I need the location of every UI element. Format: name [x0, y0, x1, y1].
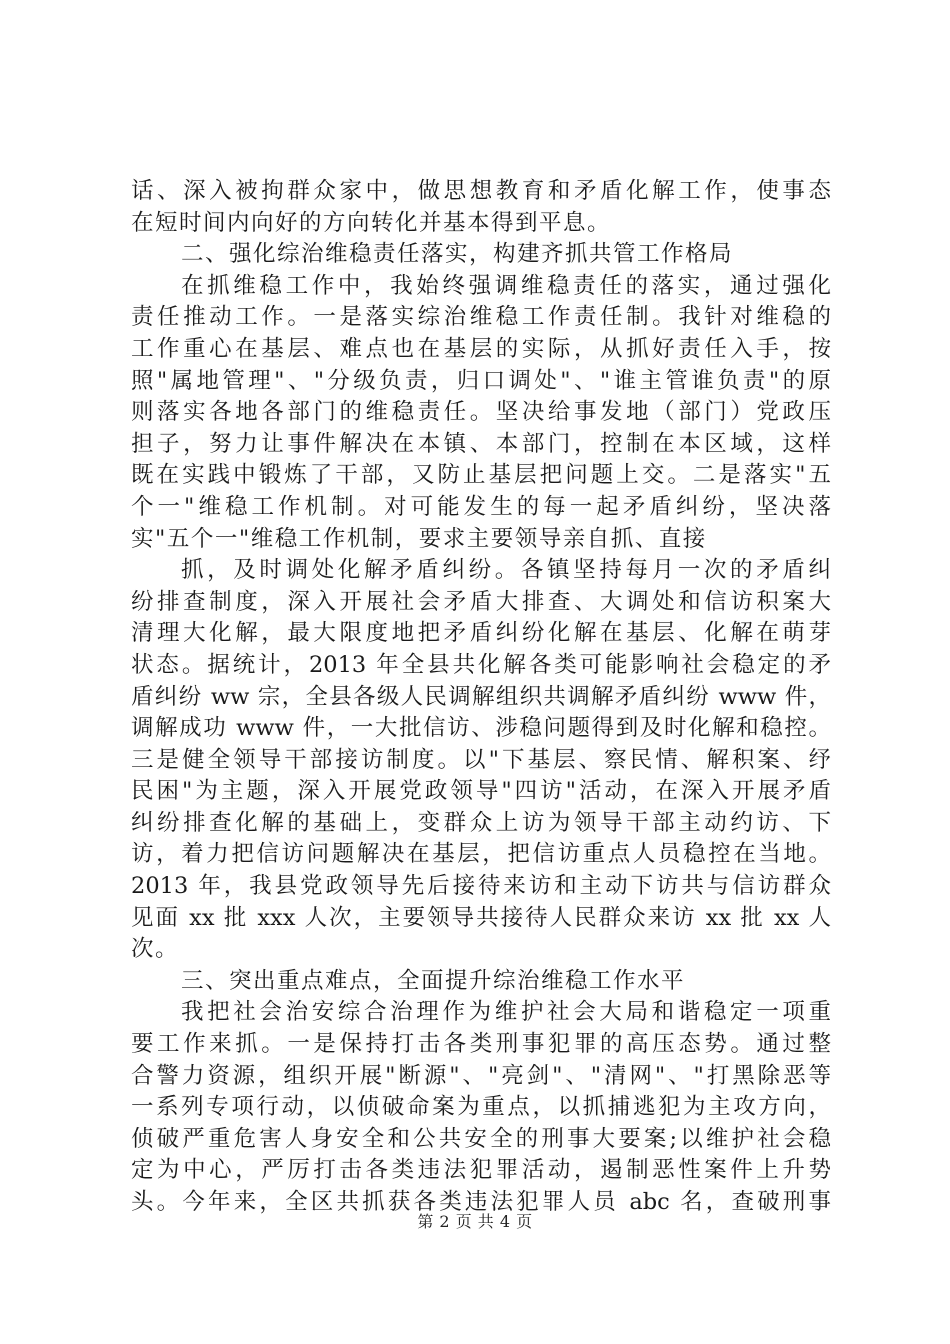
- text-line: 见面 xx 批 xxx 人次，主要领导共接待人民群众来访 xx 批 xx 人: [131, 904, 831, 931]
- text-line: 定为中心，严厉打击各类违法犯罪活动，遏制恶性案件上升势: [131, 1157, 831, 1184]
- text-line: 工作重心在基层、难点也在基层的实际，从抓好责任入手，按: [131, 335, 831, 362]
- document-body: [131, 176, 831, 1219]
- text-line: 头。今年来，全区共抓获各类违法犯罪人员 abc 名，查破刑事: [131, 1189, 831, 1215]
- text-line: 三、突出重点难点，全面提升综治维稳工作水平: [181, 967, 686, 994]
- text-line: 则落实各地各部门的维稳责任。坚决给事发地（部门）党政压: [131, 399, 831, 426]
- text-line: 侦破严重危害人身安全和公共安全的刑事大要案;以维护社会稳: [131, 1125, 831, 1152]
- text-line: 二、强化综治维稳责任落实，构建齐抓共管工作格局: [181, 241, 734, 268]
- text-line: 纷排查制度，深入开展社会矛盾大排查、大调处和信访积案大: [131, 588, 831, 615]
- text-line: 担子，努力让事件解决在本镇、本部门，控制在本区域，这样: [131, 430, 831, 457]
- page-number-footer: 第 2 页 共 4 页: [417, 1212, 533, 1231]
- text-line: 既在实践中锻炼了干部，又防止基层把问题上交。二是落实"五: [131, 462, 831, 489]
- text-line: 照"属地管理"、"分级负责，归口调处"、"谁主管谁负责"的原: [131, 367, 831, 394]
- text-line: 个一"维稳工作机制。对可能发生的每一起矛盾纠纷，坚决落: [131, 493, 831, 520]
- text-line: 次。: [131, 936, 180, 963]
- text-line: 要工作来抓。一是保持打击各类刑事犯罪的高压态势。通过整: [131, 1031, 831, 1058]
- text-line: 民困"为主题，深入开展党政领导"四访"活动，在深入开展矛盾: [131, 778, 831, 805]
- text-line: 2013 年，我县党政领导先后接待来访和主动下访共与信访群众: [131, 873, 831, 900]
- text-line: 抓，及时调处化解矛盾纠纷。各镇坚持每月一次的矛盾纠: [181, 557, 831, 584]
- text-line: 访，着力把信访问题解决在基层，把信访重点人员稳控在当地。: [131, 841, 831, 868]
- text-line: 一系列专项行动，以侦破命案为重点，以抓捕逃犯为主攻方向，: [131, 1094, 831, 1121]
- text-line: 实"五个一"维稳工作机制，要求主要领导亲自抓、直接: [131, 525, 707, 552]
- text-line: 责任推动工作。一是落实综治维稳工作责任制。我针对维稳的: [131, 304, 831, 331]
- text-line: 我把社会治安综合治理作为维护社会大局和谐稳定一项重: [181, 999, 831, 1026]
- text-line: 在短时间内向好的方向转化并基本得到平息。: [131, 209, 612, 236]
- text-line: 合警力资源，组织开展"断源"、"亮剑"、"清网"、"打黑除恶等: [131, 1062, 831, 1089]
- text-line: 盾纠纷 ww 宗，全县各级人民调解组织共调解矛盾纠纷 www 件，: [131, 683, 831, 710]
- text-line: 在抓维稳工作中，我始终强调维稳责任的落实，通过强化: [181, 272, 831, 299]
- text-line: 纠纷排查化解的基础上，变群众上访为领导干部主动约访、下: [131, 809, 831, 836]
- text-line: 清理大化解，最大限度地把矛盾纠纷化解在基层、化解在萌芽: [131, 620, 831, 647]
- text-line: 话、深入被拘群众家中，做思想教育和矛盾化解工作，使事态: [131, 178, 831, 204]
- text-line: 状态。据统计，2013 年全县共化解各类可能影响社会稳定的矛: [131, 651, 831, 678]
- text-line: 调解成功 www 件，一大批信访、涉稳问题得到及时化解和稳控。: [131, 715, 831, 742]
- text-line: 三是健全领导干部接访制度。以"下基层、察民情、解积案、纾: [131, 746, 831, 773]
